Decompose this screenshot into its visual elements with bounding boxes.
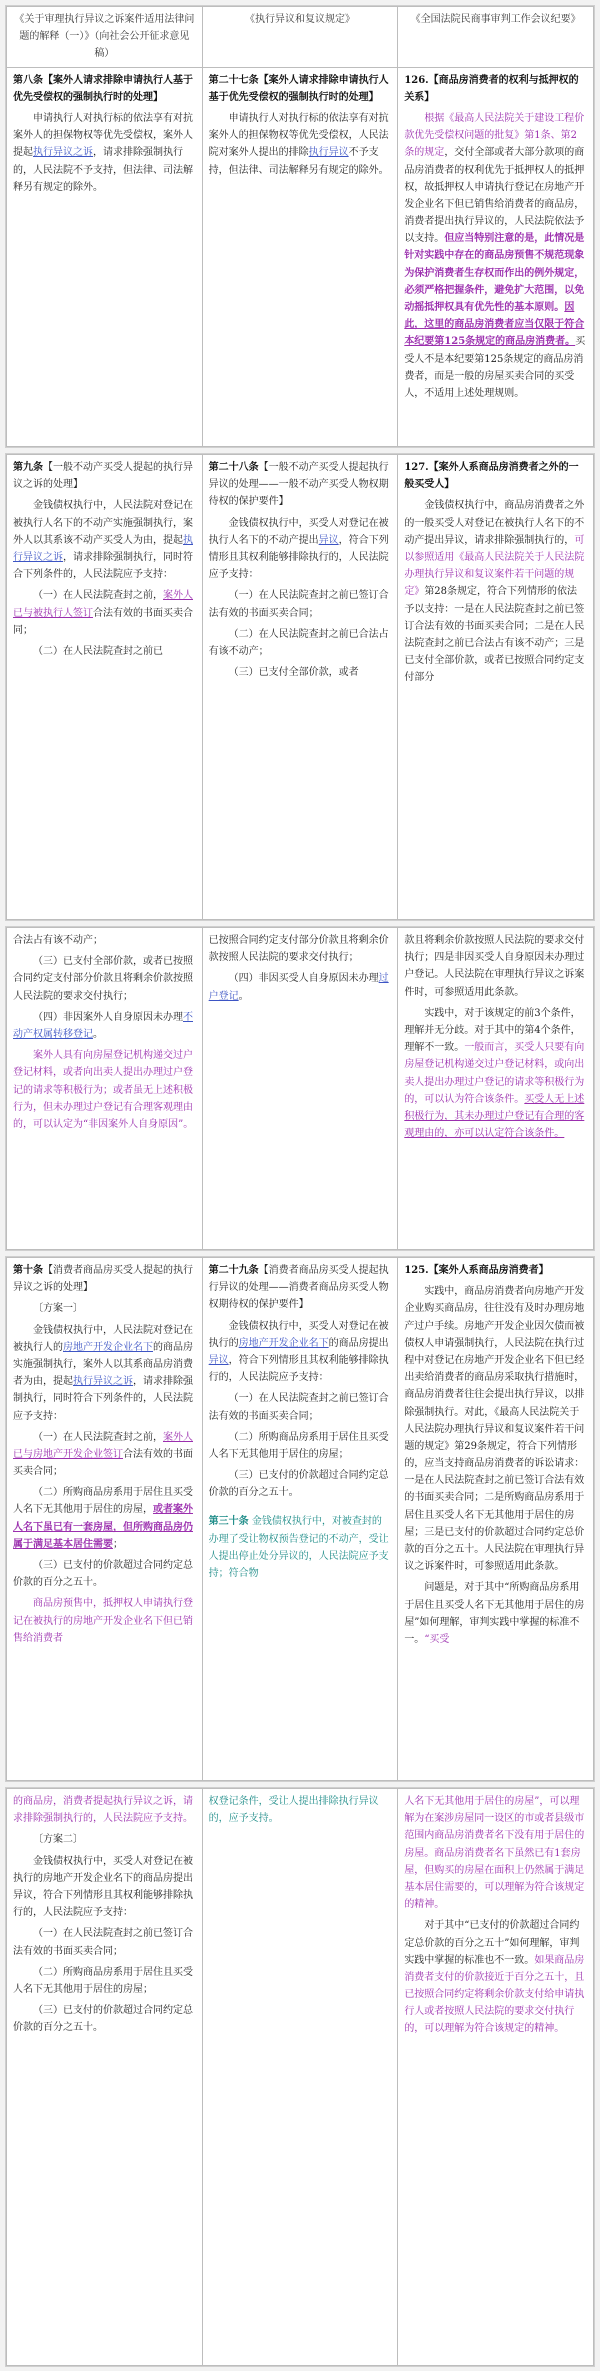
cell-article-8 (7, 67, 203, 446)
highlighted-term: 异议 (208, 1354, 229, 1366)
highlighted-text: 买受人无上述积极行为，其未办理过户登记有合理的客观理由的，亦可以认定符合该条件。 (404, 1093, 585, 1140)
highlighted-text: 案外人具有向房屋登记机构递交过户登记材料，或者向出卖人提出办理过户登记的请求等积极行为；或者虽无上述积极行为，但未办理过户登记有合理客观理由的，可以认定为“非因案外人自身原因”。 (13, 1050, 194, 1130)
list-item: （一）在人民法院查封之前已签订合法有效的书面买卖合同； (13, 1928, 193, 1957)
article-text: 已按照合同约定支付部分价款且将剩余价款按照人民法院的要求交付执行； (208, 935, 389, 964)
article-text: ，请求排除强制执行，同时符合下列条件的，人民法院应予支持： (13, 1376, 193, 1422)
column-header-regulation: 《执行异议和复议规定》 (202, 7, 398, 68)
list-item: 。 (238, 990, 249, 1002)
article-number: 第八条 (13, 74, 43, 86)
highlighted-text: 人名下无其他用于居住的房屋”，可以理解为在案涉房屋同一设区的市或者县级市范围内商品房消费者名下没有用于居住的房屋。商品房消费者名下虽然已有1套房屋，但购买的房屋在面积上仍然属于满足基本居住需要的，可以理解为符合该规定的精神。 (404, 1796, 585, 1911)
highlighted-term: 房地产开发企业名下 (63, 1341, 153, 1353)
list-item: ； (113, 1538, 123, 1550)
cell-article-28-cont (202, 928, 398, 1250)
highlighted-term: 执行异议之诉 (73, 1376, 133, 1388)
emphasized-text: 或者案外人名下虽已有一套房屋，但所购商品房仍属于满足基本居住需要 (13, 1504, 193, 1550)
highlighted-term: 执行异议之诉 (13, 534, 193, 563)
highlighted-term: 异议 (318, 534, 339, 546)
article-title: 【一般不动产买受人提起执行异议的处理——一般不动产买受人物权期待权的保护要件】 (208, 462, 389, 508)
comparison-table (6, 1257, 594, 1781)
comparison-table (6, 1788, 594, 2366)
plan-label: 〔方案一〕 (33, 1303, 83, 1315)
article-text: 金钱债权执行中，买受人对登记在被执行的 (208, 1320, 389, 1349)
list-item: （一）在人民法院查封之前， (33, 1431, 163, 1443)
list-item: （三）已支付全部价款，或者已按照合同约定支付部分价款且将剩余价款按照人民法院的要求交付执行； (13, 956, 193, 1002)
list-item: 合法有效的书面买卖合同； (13, 1448, 193, 1478)
cell-article-9-cont (7, 928, 203, 1250)
list-item: （三）已支付的价款超过合同约定总价款的百分之五十。 (208, 1470, 389, 1499)
cell-article-10 (7, 1258, 203, 1781)
article-number: 第三十条 (208, 1516, 249, 1528)
cell-article-30-cont (202, 1789, 398, 2366)
cell-article-9 (7, 455, 203, 920)
article-text: 权登记条件，受让人提出排除执行异议的，应予支持。 (208, 1796, 379, 1825)
article-text: 第28条规定，符合下列情形的依法予以支持：一是在人民法院查封之前已签订合法有效的书面买卖合同；二是在人民法院查封之前已合法占有该不动产；三是已支付全部价款，或者已按照合同约定支付部分 (404, 586, 585, 684)
list-item: （三）已支付的价款超过合同约定总价款的百分之五十。 (13, 1560, 193, 1589)
cell-minutes-125 (398, 1258, 594, 1781)
cell-minutes-127-cont (398, 928, 594, 1250)
list-item: （四）非因案外人自身原因未办理 (33, 1011, 183, 1023)
article-text: 金钱债权执行中，人民法院对登记在被执行人名下的不动产实施强制执行，案外人以其系该不动产买受人为由，提起 (13, 500, 193, 546)
list-item: （二）在人民法院查封之前已 (33, 645, 163, 657)
emphasized-text: 因此，这里的商品房消费者应当仅限于符合本纪要第125条规定的商品房消费者。 (404, 302, 585, 348)
list-item: （三）已支付的价款超过合同约定总价款的百分之五十。 (13, 2005, 193, 2034)
article-text: 金钱债权执行中，对被查封的办理了受让物权预告登记的不动产，受让人提出停止处分异议的，人民法院应予支持；符合物 (208, 1516, 389, 1579)
highlighted-term: 不动产权属转移登记 (13, 1011, 193, 1040)
article-text: 申请执行人对执行标的依法享有对抗案外人的担保物权等优先受偿权，人民法院对案外人提出的排除 (208, 112, 389, 159)
article-text: 合法占有该不动产； (13, 935, 103, 946)
list-item: （二）所购商品房系用于居住且买受人名下无其他用于居住的房屋， (13, 1487, 193, 1516)
list-item: （四）非因买受人自身原因未办理 (228, 973, 379, 985)
list-item: （三）已支付全部价款，或者 (228, 667, 359, 679)
article-number: 127. (404, 462, 429, 473)
highlighted-text: 可以参照适用《最高人民法院关于人民法院办理执行异议和复议案件若干问题的规定》 (404, 534, 585, 598)
article-text: ，符合下列情形且其权利能够排除执行的，人民法院应予支持： (208, 1354, 389, 1384)
article-text: 的商品房实施强制执行，案外人以其系商品房消费者为由，提起 (13, 1341, 193, 1388)
article-number: 第十条 (13, 1265, 43, 1276)
article-text: 问题是，对于其中“所购商品房系用于居住且买受人名下无其他用于居住的房屋”如何理解，审判实践中掌握的标准不一。 (404, 1582, 585, 1645)
article-number: 第二十九条 (208, 1265, 259, 1276)
cell-article-28 (202, 455, 398, 920)
table-panel-3 (5, 926, 595, 1251)
highlighted-term: 执行异议之诉 (33, 147, 93, 159)
article-text: 实践中，商品房消费者向房地产开发企业购买商品房，往往没有及时办理房地产过户手续。房地产开发企业因欠债而被债权人申请强制执行，人民法院在执行过程中对登记在房地产开发企业名下但已经出卖给消费者的商品房采取执行措施时，商品房消费者往往会提出执行异议，以排除强制执行。对此，《最高人民法院关于人民法院办理执行异议和复议案件若干问题的规定》第29条规定，符合下列情形的，应当支持商品房消费者的诉讼请求：一是在人民法院查封之前已签订合法有效的书面买卖合同；二是所购商品房系用于居住且买受人名下无其他用于居住的房屋；三是已支付的价款超过合同约定总价款的百分之五十。人民法院在审理执行异议之诉案件时，可参照适用此条款。 (404, 1286, 585, 1573)
article-text: 金钱债权执行中，买受人对登记在被执行的房地产开发企业名下的商品房提出异议，符合下列情形且其权利能够排除执行的，人民法院应予支持： (13, 1855, 193, 1919)
article-text: 实践中，对于该规定的前3个条件，理解并无分歧。对于其中的第4个条件，理解不一致。 (404, 1007, 581, 1054)
highlighted-text: 的商品房，消费者提起执行异议之诉，请求排除强制执行的，人民法院应予支持。 (13, 1796, 193, 1825)
article-number: 125. (404, 1265, 429, 1276)
article-title: 【一般不动产买受人提起的执行异议之诉的处理】 (13, 462, 193, 491)
article-text: ，交付全部或者大部分款项的商品房消费者的权利优先于抵押权人的抵押权，故抵押权人申请执行登记在房地产开发企业名下但已销售给消费者的商品房，消费者提出执行异议的，人民法院依法予以支持。 (404, 147, 585, 245)
article-title: 【案外人请求排除申请执行人基于优先受偿权的强制执行时的处理】 (208, 74, 389, 103)
cell-minutes-127 (398, 455, 594, 920)
article-text: 金钱债权执行中，商品房消费者之外的一般买受人对登记在被执行人名下的不动产提出异议，请求排除强制执行的， (404, 500, 585, 546)
column-header-minutes: 《全国法院民商事审判工作会议纪要》 (398, 7, 594, 68)
article-text: 金钱债权执行中，买受人对登记在被执行人名下的不动产提出 (208, 517, 389, 546)
article-title: 【案外人请求排除申请执行人基于优先受偿权的强制执行时的处理】 (13, 74, 193, 103)
article-number: 126. (404, 74, 429, 86)
highlighted-text: “买受 (424, 1633, 450, 1645)
highlighted-text: 根据《最高人民法院关于建设工程价款优先受偿权问题的批复》第1条、第2条的规定 (404, 112, 585, 159)
article-text: 申请执行人对执行标的依法享有对抗案外人的担保物权等优先受偿权，案外人提起 (13, 112, 193, 159)
article-title: 【案外人系商品房消费者之外的一般买受人】 (404, 462, 579, 491)
article-text: 对于其中“已支付的价款超过合同约定总价款的百分之五十”如何理解，审判实践中掌握的标准也不一致。 (404, 1920, 580, 1966)
article-title: 【消费者商品房买受人提起的执行异议之诉的处理】 (13, 1265, 193, 1294)
list-item: 合法有效的书面买卖合同； (13, 607, 193, 636)
article-number: 第九条 (13, 462, 43, 473)
list-item: （一）在人民法院查封之前已签订合法有效的书面买卖合同； (208, 1393, 389, 1422)
article-text: 款且将剩余价款按照人民法院的要求交付执行；四是非因买受人自身原因未办理过户登记。人民法院在审理执行异议之诉案件时，可参照适用此条款。 (404, 935, 585, 998)
cell-article-29 (202, 1258, 398, 1781)
highlighted-text: 案外人已与房地产开发企业签订 (13, 1431, 193, 1460)
article-title: 【消费者商品房买受人提起执行异议的处理——消费者商品房买受人物权期待权的保护要件】 (208, 1265, 389, 1311)
article-number: 第二十八条 (208, 462, 259, 473)
article-text: ，请求排除强制执行的，人民法院不予支持，但法律、司法解释另有规定的除外。 (13, 147, 193, 193)
table-panel-1 (5, 5, 595, 448)
highlighted-text: 商品房预售中，抵押权人申请执行登记在被执行的房地产开发企业名下但已销售给消费者 (13, 1598, 193, 1644)
list-item: （二）所购商品房系用于居住且买受人名下无其他用于居住的房屋； (208, 1431, 389, 1460)
highlighted-term: 房地产开发企业名下 (238, 1337, 329, 1349)
cell-article-10-cont (7, 1789, 203, 2366)
comparison-table (6, 454, 594, 920)
article-text: 买受人不是本纪要第125条规定的商品房消费者，而是一般的房屋买卖合同的买受人，不适用上述处理规则。 (404, 336, 586, 399)
comparison-table (6, 6, 594, 447)
article-text: ，请求排除强制执行，同时符合下列条件的，人民法院应予支持： (13, 551, 193, 581)
list-item: 。 (93, 1028, 103, 1040)
cell-article-27 (202, 67, 398, 446)
highlighted-term: 过户登记 (208, 973, 389, 1002)
table-panel-5 (5, 1787, 595, 2367)
cell-minutes-125-cont (398, 1789, 594, 2366)
article-number: 第二十七条 (208, 74, 259, 86)
highlighted-text: 案外人已与被执行人签订 (13, 590, 193, 619)
highlighted-text: 一般而言，买受人只要有向房屋登记机构递交过户登记材料，或向出卖人提出办理过户登记的请求等积极行为的，可以认为符合该条件。 (404, 1042, 585, 1105)
article-title: 【案外人系商品房消费者】 (428, 1265, 549, 1276)
article-text: 金钱债权执行中，人民法院对登记在被执行人的 (13, 1324, 193, 1353)
comparison-table (6, 927, 594, 1250)
column-header-interpretation: 《关于审理执行异议之诉案件适用法律问题的解释（一）》（向社会公开征求意见稿） (7, 7, 203, 68)
article-text: 的商品房提出 (328, 1337, 389, 1349)
cell-minutes-126 (398, 67, 594, 446)
article-text: 不予支持，但法律、司法解释另有规定的除外。 (208, 147, 389, 176)
list-item: （二）在人民法院查封之前已合法占有该不动产； (208, 628, 389, 657)
article-text: ，符合下列情形且其权利能够排除执行的，人民法院应予支持： (208, 534, 389, 581)
list-item: （一）在人民法院查封之前已签订合法有效的书面买卖合同； (208, 590, 389, 619)
plan-label: 〔方案二〕 (33, 1834, 83, 1846)
list-item: （二）所购商品房系用于居住且买受人名下无其他用于居住的房屋； (13, 1966, 193, 1995)
table-panel-4 (5, 1256, 595, 1782)
article-title: 【商品房消费者的权利与抵押权的关系】 (404, 74, 579, 103)
highlighted-text: 如果商品房消费者支付的价款接近于百分之五十，且已按照合同约定将剩余价款支付给申请执行人或者按照人民法院的要求交付执行的，可以理解为符合该规定的精神。 (404, 1954, 585, 2035)
highlighted-term: 执行异议 (308, 147, 349, 159)
table-panel-2 (5, 453, 595, 921)
emphasized-text: 但应当特别注意的是，此情况是针对实践中存在的商品房预售不规范现象为保护消费者生存权而作出的例外规定，必须严格把握条件，避免扩大范围，以免动摇抵押权具有优先性的基本原则。 (404, 233, 585, 313)
list-item: （一）在人民法院查封之前， (33, 590, 163, 602)
